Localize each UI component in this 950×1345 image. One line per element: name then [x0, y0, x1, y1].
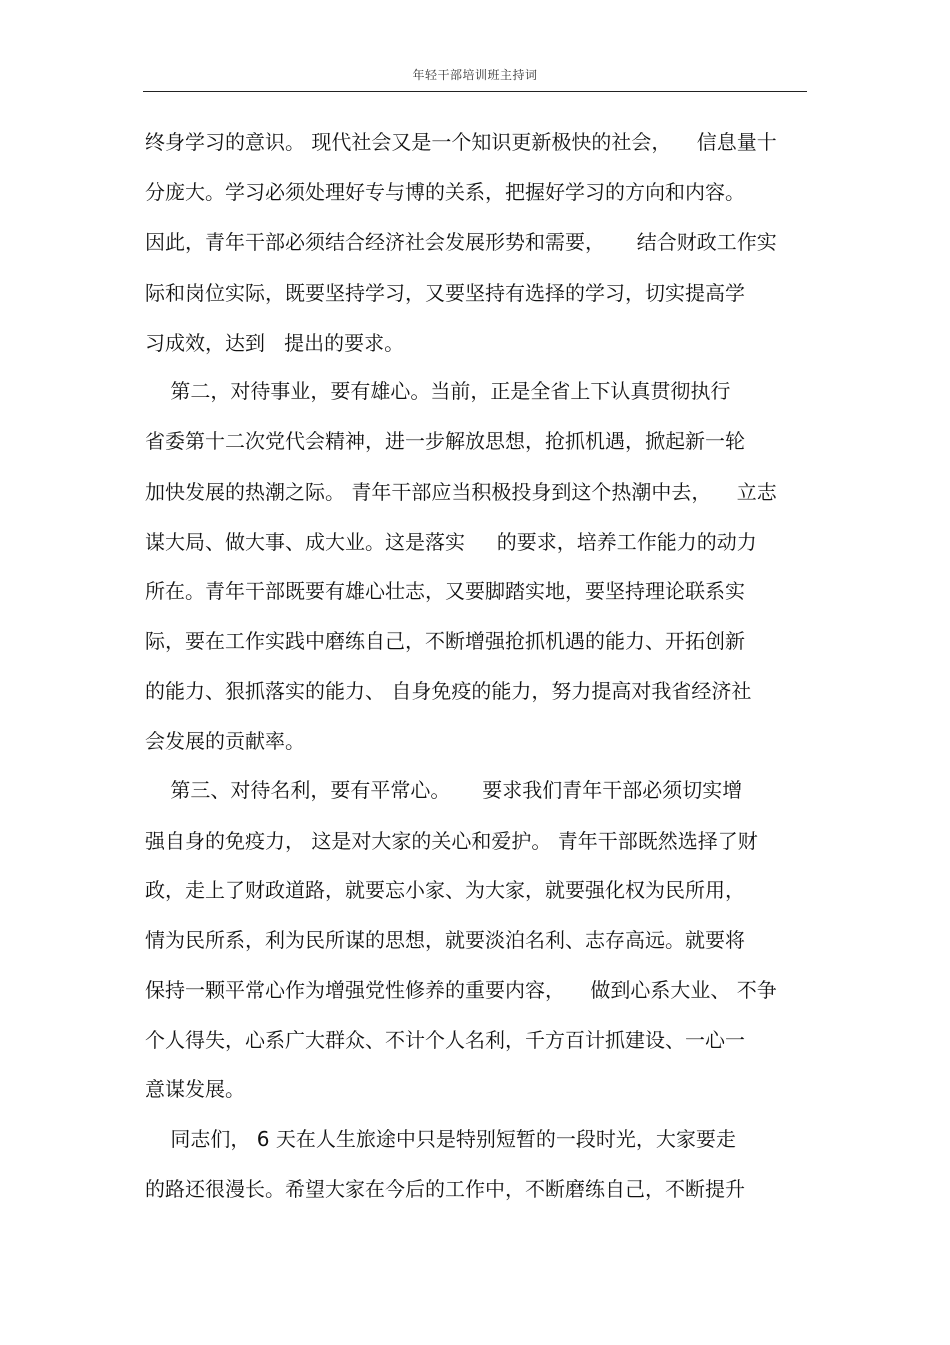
text-line: 所在。青年干部既要有雄心壮志，又要脚踏实地，要坚持理论联系实 — [145, 579, 745, 603]
text-line: 际和岗位实际，既要坚持学习，又要坚持有选择的学习，切实提高学 — [145, 281, 745, 305]
text-line: 第二，对待事业，要有雄心。当前，正是全省上下认真贯彻执行 — [145, 379, 731, 403]
text-line: 省委第十二次党代会精神，进一步解放思想，抢抓机遇，掀起新一轮 — [145, 429, 745, 453]
text-line: 际，要在工作实践中磨练自己，不断增强抢抓机遇的能力、开拓创新 — [145, 629, 745, 653]
text-line: 政，走上了财政道路，就要忘小家、为大家，就要强化权为民所用， — [145, 878, 745, 902]
text-line: 的能力、狠抓落实的能力、 自身免疫的能力，努力提高对我省经济社 — [145, 679, 752, 703]
text-line: 的路还很漫长。希望大家在今后的工作中，不断磨练自己，不断提升 — [145, 1177, 745, 1201]
text-line: 第三、对待名利，要有平常心。 要求我们青年干部必须切实增 — [145, 778, 743, 802]
text-line: 保持一颗平常心作为增强党性修养的重要内容， 做到心系大业、 不争 — [145, 978, 777, 1002]
text-line: 个人得失，心系广大群众、不计个人名利，千方百计抓建设、一心一 — [145, 1028, 745, 1052]
text-line: 意谋发展。 — [145, 1077, 245, 1101]
text-line: 习成效，达到 提出的要求。 — [145, 331, 405, 355]
text-line: 分庞大。学习必须处理好专与博的关系，把握好学习的方向和内容。 — [145, 180, 745, 204]
text-line: 情为民所系，利为民所谋的思想，就要淡泊名利、志存高远。就要将 — [145, 928, 745, 952]
text-line: 会发展的贡献率。 — [145, 729, 305, 753]
header-divider — [143, 91, 807, 92]
text-line: 因此，青年干部必须结合经济社会发展形势和需要， 结合财政工作实 — [145, 230, 777, 254]
page-header-title: 年轻干部培训班主持词 — [412, 68, 538, 82]
text-line: 终身学习的意识。 现代社会又是一个知识更新极快的社会， 信息量十 — [145, 130, 777, 154]
text-line: 谋大局、做大事、成大业。这是落实 的要求，培养工作能力的动力 — [145, 530, 757, 554]
text-line: 加快发展的热潮之际。 青年干部应当积极投身到这个热潮中去， 立志 — [145, 480, 777, 504]
text-line: 强自身的免疫力， 这是对大家的关心和爱护。 青年干部既然选择了财 — [145, 829, 758, 853]
text-line: 同志们， 6 天在人生旅途中只是特别短暂的一段时光，大家要走 — [145, 1127, 736, 1151]
